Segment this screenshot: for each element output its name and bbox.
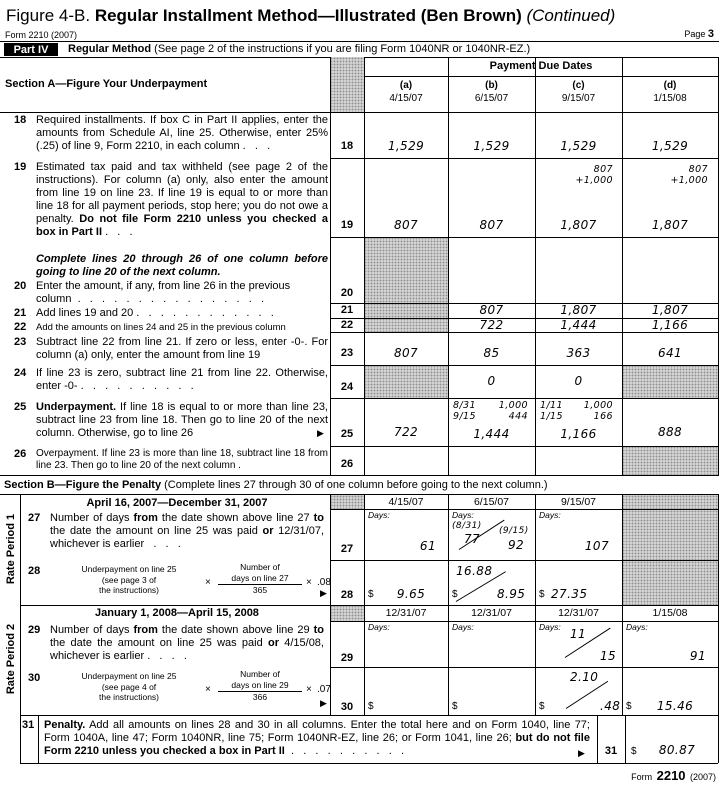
line-22-number: 22 <box>14 321 27 333</box>
line-28-f1: Underpayment on line 25 <box>81 564 177 574</box>
cell-19c-add2: +1,000 <box>575 175 613 186</box>
cell-19a: 807 <box>393 218 419 232</box>
cell-27b-paren1: (8/31) <box>452 521 482 531</box>
figure-title: Regular Installment Method—Illustrated (Ben Brown) <box>90 6 527 25</box>
page-indicator <box>630 29 714 40</box>
col-c-letter: (c) <box>572 80 585 91</box>
line-19-number: 19 <box>14 161 27 173</box>
dollar-31: $ <box>631 746 637 757</box>
grid-line <box>625 715 626 763</box>
line-31-number: 31 <box>22 719 35 731</box>
line-30-formula-left <box>58 671 200 703</box>
line-18-desc: Required installments. If box C in Part II applies, enter the amounts from Schedule AI, line 25. Otherwise, enter 25% (.25) of line 9, Form 2210, in each column . . . <box>36 114 328 152</box>
line-26-number: 26 <box>14 448 27 460</box>
col-a-letter: (a) <box>399 80 413 91</box>
line-22-rownum: 22 <box>340 319 354 331</box>
line-29-s2: the date shown above line 29 <box>157 624 314 636</box>
line-20-rownum: 20 <box>340 287 354 299</box>
cell-25c-amounts <box>563 400 613 422</box>
form-id: Form 2210 (2007) <box>5 30 78 40</box>
cell-31-total: 80.87 <box>658 743 696 757</box>
figure-title-line <box>6 6 716 26</box>
rp2-date-b: 12/31/07 <box>471 607 512 619</box>
cell-30c: .48 <box>600 699 621 713</box>
line-29-b3: or <box>267 637 279 649</box>
section-a-title: Section A—Figure Your Underpayment <box>5 78 208 90</box>
line-30-f3: the instructions) <box>99 692 159 702</box>
cell-25b: 1,444 <box>473 427 510 441</box>
cell-29d: 91 <box>689 649 706 663</box>
grid-line <box>0 475 719 476</box>
line-31-rest: Add all amounts on lines 28 and 30 in all columns. Enter the total here and on Form 1040, line 77; Form 1040A, line 47; Form 1040NR, line 75; Form 1040NR-EZ, line 26; or Form 1041, line 26; <box>44 719 590 744</box>
rate-period-2-range: January 1, 2008—April 15, 2008 <box>95 607 259 619</box>
col-b-letter: (b) <box>485 80 498 91</box>
line-30-fraction <box>218 669 302 703</box>
days-label-27c: Days: <box>539 510 561 520</box>
grid-line <box>330 57 331 475</box>
line-27-s1: Number of days <box>50 512 134 524</box>
cell-19d: 1,807 <box>651 218 689 232</box>
line-19-rownum: 19 <box>340 219 354 231</box>
shaded-cell <box>330 495 364 509</box>
line-25-desc <box>36 401 328 440</box>
days-label-29b: Days: <box>452 622 474 632</box>
grid-line <box>622 57 623 475</box>
payment-due-dates-header: Payment Due Dates <box>489 60 593 72</box>
part-note: (See page 2 of the instructions if you are filing Form 1040NR or 1040NR-EZ.) <box>154 43 531 55</box>
line-20-number: 20 <box>14 280 27 292</box>
line-26-rownum: 26 <box>340 458 354 470</box>
cell-18b: 1,529 <box>473 139 510 153</box>
line-28-denom: 365 <box>252 585 268 595</box>
rp2-date-d: 1/15/08 <box>652 607 688 619</box>
line-21-desc: Add lines 19 and 20 . . . . . . . . . . . . <box>36 307 274 319</box>
shaded-cell <box>330 57 364 112</box>
line-28-arrow-icon: ▶ <box>320 588 327 598</box>
part-title: Regular Method <box>68 43 155 55</box>
rate-period-1-range: April 16, 2007—December 31, 2007 <box>86 497 268 509</box>
figure-label: Figure 4-B. <box>6 6 91 25</box>
line-30-number: 30 <box>28 672 41 684</box>
grid-line <box>0 112 718 113</box>
line-21-number: 21 <box>14 307 27 319</box>
line-24-number: 24 <box>14 367 27 379</box>
line-23-desc: Subtract line 22 from line 21. If zero or less, enter -0-. For column (a) only, enter the amount from line 19 <box>36 336 328 361</box>
line-19-desc <box>36 161 328 239</box>
cell-25c-date2: 1/15 <box>540 411 563 422</box>
line-29-desc <box>50 624 324 663</box>
line-28-rownum: 28 <box>340 589 354 601</box>
line-28-frac1: Number of <box>240 562 280 572</box>
shaded-cell <box>330 605 364 621</box>
line-31-dots: . . . . . . . . . . <box>284 745 405 757</box>
dollar-28b: $ <box>452 589 458 600</box>
cell-25c-dates <box>540 400 563 422</box>
cell-25d: 888 <box>657 425 683 439</box>
cell-23a: 807 <box>393 346 419 360</box>
shaded-cell-26d <box>622 446 718 475</box>
line-29-s4: 4/15/08, whichever is earlier . . . . <box>50 637 324 662</box>
times-sign: × <box>205 684 211 695</box>
line-19-desc-bold: Do not file Form 2210 unless you checked a box in Part II <box>36 213 328 238</box>
line-23-rownum: 23 <box>340 347 354 359</box>
line-30-denom: 366 <box>252 692 268 702</box>
dollar-28c: $ <box>539 589 545 600</box>
days-label-29c: Days: <box>539 622 561 632</box>
dollar-28a: $ <box>368 589 374 600</box>
line-22-desc: Add the amounts on lines 24 and 25 in the previous column <box>36 322 286 333</box>
rp2-date-a: 12/31/07 <box>385 607 427 619</box>
shaded-cell-24d <box>622 365 718 398</box>
grid-line <box>20 715 718 716</box>
shaded-cell-20a <box>364 237 448 303</box>
footer-form-id <box>540 767 716 785</box>
grid-line <box>330 446 718 447</box>
times-sign: × <box>306 577 312 588</box>
cell-21c: 1,807 <box>560 303 597 317</box>
shaded-cell-24a <box>364 365 448 398</box>
rp2-date-c: 12/31/07 <box>558 607 599 619</box>
col-b-date: 6/15/07 <box>474 93 509 104</box>
footer-form-number: 2210 <box>656 768 686 783</box>
cell-19d-add2: +1,000 <box>670 175 708 186</box>
cell-25c-date1: 1/11 <box>540 400 563 411</box>
line-30-arrow-icon: ▶ <box>320 698 327 708</box>
line-27-s2: the date shown above line 27 <box>157 512 314 524</box>
col-c-date: 9/15/07 <box>561 93 596 104</box>
cell-21d: 1,807 <box>651 303 689 317</box>
page-number: 3 <box>707 28 714 40</box>
line-21-rownum: 21 <box>340 304 354 316</box>
cell-23d: 641 <box>657 346 683 360</box>
cell-30d: 15.46 <box>656 699 694 713</box>
line-31-arrow-icon: ▶ <box>578 748 585 758</box>
cell-21b: 807 <box>479 303 504 317</box>
grid-line <box>330 398 718 399</box>
dollar-30d: $ <box>626 701 632 712</box>
cell-28c: 27.35 <box>551 587 588 601</box>
rp1-date-a: 4/15/07 <box>388 496 424 508</box>
cell-19c-add1: 807 <box>593 164 613 175</box>
line-27-s4: 12/31/07, whichever is earlier . . . <box>50 525 325 550</box>
cell-25b-amounts <box>478 400 528 422</box>
col-d-letter: (d) <box>663 80 677 91</box>
rule <box>0 41 719 42</box>
cell-23b: 85 <box>483 346 500 360</box>
line-27-s3: the date the amount on line 25 was paid <box>50 525 263 537</box>
footer-form-year: (2007) <box>689 772 716 782</box>
section-b-title <box>4 479 548 492</box>
shaded-cell-22a <box>364 318 448 332</box>
cell-25c-amt1: 1,000 <box>583 400 613 411</box>
cell-28b: 8.95 <box>497 587 526 601</box>
grid-line <box>330 667 718 668</box>
line-31-desc <box>44 719 590 758</box>
days-label-29d: Days: <box>626 622 648 632</box>
cell-29c-crossed: 11 <box>570 627 587 641</box>
times-sign: × <box>306 684 312 695</box>
grid-line <box>364 76 718 77</box>
rate-period-2-label: Rate Period 2 <box>5 623 17 695</box>
cell-27a: 61 <box>419 539 436 553</box>
line-30-frac1: Number of <box>240 669 280 679</box>
line-30-f1: Underpayment on line 25 <box>81 671 177 681</box>
line-24-desc: If line 23 is zero, subtract line 21 from line 22. Otherwise, enter -0- . . . . . . . . . . <box>36 367 328 392</box>
line-30-rownum: 30 <box>340 701 354 713</box>
line-24-rownum: 24 <box>340 381 354 393</box>
cell-30c-crossed: 2.10 <box>570 670 599 684</box>
cell-18c: 1,529 <box>560 139 597 153</box>
cell-25c-amt2: 166 <box>593 411 613 422</box>
rp1-date-c: 9/15/07 <box>560 496 597 508</box>
times-sign: × <box>205 577 211 588</box>
cell-27b-paren2: (9/15) <box>499 526 529 536</box>
days-label-29a: Days: <box>368 622 390 632</box>
line-25-arrow-icon: ▶ <box>317 428 324 438</box>
line-28-number: 28 <box>28 565 41 577</box>
col-d-date: 1/15/08 <box>653 93 687 104</box>
days-label-27a: Days: <box>368 510 390 520</box>
line-27-b1: from <box>133 512 158 524</box>
cell-28a: 9.65 <box>396 587 426 601</box>
days-label-27b: Days: <box>452 510 474 520</box>
grid-line <box>20 605 718 606</box>
col-a-date: 4/15/07 <box>389 93 423 104</box>
line-18-rownum: 18 <box>340 140 354 152</box>
line-27-b3: or <box>262 525 274 537</box>
cell-23c: 363 <box>566 346 591 360</box>
grid-line <box>330 237 718 238</box>
line-27-rownum: 27 <box>340 543 354 555</box>
line-28-frac2: days on line 27 <box>218 573 302 586</box>
line-29-b2: to <box>313 624 324 636</box>
line-28-formula-left <box>58 564 200 596</box>
line-27-b2: to <box>313 512 324 524</box>
line-30-f2: (see page 4 of <box>101 681 157 692</box>
cell-27c: 107 <box>584 539 609 553</box>
cell-25b-amt1: 1,000 <box>498 400 528 411</box>
cell-22b: 722 <box>479 318 504 332</box>
rate-period-1-label: Rate Period 1 <box>5 513 17 585</box>
grid-line <box>330 158 718 159</box>
cell-25b-dates <box>453 400 476 422</box>
cell-19c: 1,807 <box>560 218 597 232</box>
dollar-30b: $ <box>452 701 458 712</box>
line-25-desc-text: If line 18 is equal to or more than line 23, subtract line 23 from line 18. Then go to line 20 of the next column. Otherwise, go to line 26 <box>36 401 328 439</box>
line-28-rate: .08 <box>317 577 331 588</box>
line-29-s1: Number of days <box>50 624 134 636</box>
part-iv-badge: Part IV <box>4 43 58 56</box>
cell-28b-crossed: 16.88 <box>456 564 493 578</box>
grid-line <box>364 57 365 475</box>
line-28-f2: (see page 3 of <box>101 574 157 585</box>
line-27-number: 27 <box>28 512 41 524</box>
cell-25b-date1: 8/31 <box>453 400 476 411</box>
grid-line <box>38 715 39 763</box>
grid-line <box>20 495 21 763</box>
cell-24b: 0 <box>487 374 496 388</box>
dollar-30a: $ <box>368 701 374 712</box>
line-20-desc: Enter the amount, if any, from line 26 in the previous column . . . . . . . . . . . . . . . . <box>36 280 291 305</box>
cell-29c: 15 <box>600 649 617 663</box>
cell-19c-addition <box>535 164 613 186</box>
grid-line <box>20 763 718 764</box>
line-25-number: 25 <box>14 401 27 413</box>
line-27-desc <box>50 512 324 551</box>
grid-line <box>0 494 719 495</box>
dollar-30c: $ <box>539 701 545 712</box>
cell-27b-days1: 77 <box>464 532 481 546</box>
cell-19b: 807 <box>479 218 504 232</box>
line-30-rate: .07 <box>317 684 331 695</box>
line-19-dots: . . . <box>102 226 133 238</box>
shaded-cell-rp1d <box>622 495 718 605</box>
grid-line <box>330 332 718 333</box>
footer-form-word: Form <box>631 772 653 782</box>
line-29-number: 29 <box>28 624 41 636</box>
line-29-rownum: 29 <box>340 652 354 664</box>
grid-line <box>330 365 718 366</box>
part-iv-heading <box>68 43 530 56</box>
cell-25b-date2: 9/15 <box>453 411 476 422</box>
line-19-desc-text: Estimated tax paid and tax withheld (see page 2 of the instructions). For column (a) only, also enter the amount from line 19 on line 23. If line 19 is equal to or more than line 18 for all payment periods, stop here; you do not owe a penalty. <box>36 161 328 225</box>
cell-19d-addition <box>622 164 708 186</box>
grid-line <box>535 57 536 475</box>
cell-19d-add1: 807 <box>688 164 708 175</box>
section-b-title-bold: Section B—Figure the Penalty <box>4 479 165 491</box>
page-word: Page <box>684 29 706 39</box>
line-19-note: Complete lines 20 through 26 of one column before going to line 20 of the next column. <box>36 253 328 278</box>
grid-line <box>448 57 449 475</box>
line-31-bold1: Penalty. <box>44 719 86 731</box>
cell-25a: 722 <box>393 425 419 439</box>
cell-27b-days2: 92 <box>508 538 525 552</box>
line-28-f3: the instructions) <box>99 585 159 595</box>
cell-24c: 0 <box>574 374 583 388</box>
line-25-desc-bold: Underpayment. <box>36 401 117 413</box>
line-28-fraction <box>218 562 302 596</box>
rp1-date-b: 6/15/07 <box>473 496 510 508</box>
line-29-s3: the date the amount on line 25 was paid <box>50 637 268 649</box>
cell-18d: 1,529 <box>651 139 689 153</box>
line-31-rownum: 31 <box>604 745 618 757</box>
line-31-bold2: but do not file Form 2210 unless you checked a box in Part II <box>44 732 590 757</box>
cell-25c: 1,166 <box>560 427 597 441</box>
cell-22c: 1,444 <box>560 318 597 332</box>
section-b-title-note: (Complete lines 27 through 30 of one column before going to the next column.) <box>164 479 548 491</box>
cell-25b-amt2: 444 <box>508 411 528 422</box>
line-30-frac2: days on line 29 <box>218 680 302 693</box>
line-26-desc: Overpayment. If line 23 is more than line 18, subtract line 18 from line 23. Then go to line 20 of the next column . <box>36 448 328 471</box>
line-25-rownum: 25 <box>340 428 354 440</box>
line-18-number: 18 <box>14 114 27 126</box>
line-23-number: 23 <box>14 336 27 348</box>
grid-line <box>330 560 718 561</box>
figure-continued: (Continued) <box>526 6 616 25</box>
line-29-b1: from <box>133 624 158 636</box>
cell-18a: 1,529 <box>387 139 425 153</box>
cell-22d: 1,166 <box>651 318 689 332</box>
shaded-cell-21a <box>364 303 448 318</box>
